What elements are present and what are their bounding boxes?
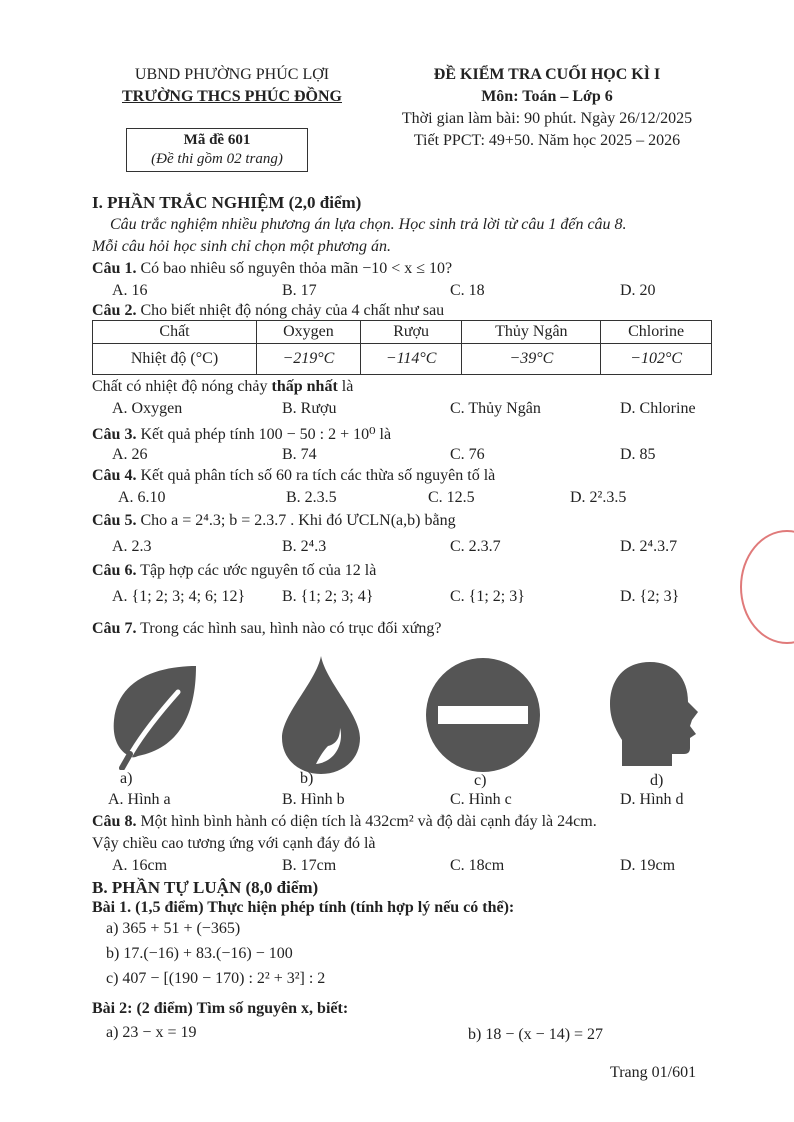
- q4-option-d: D. 2².3.5: [570, 489, 627, 506]
- q7-stem: [92, 620, 442, 638]
- section2-title: B. PHẦN TỰ LUẬN (8,0 điểm): [92, 878, 319, 897]
- q1-label: Câu 1.: [92, 260, 137, 277]
- school-name: TRƯỜNG THCS PHÚC ĐỒNG: [121, 88, 342, 105]
- q2-option-c: C. Thủy Ngân: [450, 400, 541, 417]
- q3-option-d: D. 85: [620, 446, 656, 463]
- q3-option-a: A. 26: [112, 446, 148, 463]
- q6-label: Câu 6.: [92, 562, 137, 579]
- melting-point-table: [92, 320, 712, 375]
- figure-c-caption: c): [474, 772, 487, 789]
- q1-option-a: A. 16: [112, 282, 148, 299]
- school-stamp: [740, 530, 794, 644]
- q2-option-b: B. Rượu: [282, 400, 337, 417]
- table-header-cell: Chất: [93, 321, 257, 344]
- ward-name: UBND PHƯỜNG PHÚC LỢI: [134, 66, 330, 83]
- leaf-icon: [104, 662, 204, 770]
- q3-text: Kết quả phép tính 100 − 50 : 2 + 10⁰ là: [140, 426, 392, 443]
- q4-option-a: A. 6.10: [118, 489, 166, 506]
- q4-label: Câu 4.: [92, 467, 137, 484]
- q5-option-d: D. 2⁴.3.7: [620, 538, 678, 555]
- table-row: [93, 321, 712, 344]
- q6-option-c: C. {1; 2; 3}: [450, 588, 525, 605]
- section1-instruction-2: Mỗi câu hỏi học sinh chỉ chọn một phương án.: [92, 238, 392, 255]
- q2-followup: [92, 378, 353, 396]
- q3-stem: [92, 424, 391, 444]
- table-header-cell: Rượu: [360, 321, 462, 344]
- q7-text: Trong các hình sau, hình nào có trục đối xứng?: [140, 620, 442, 637]
- q8-stem: [92, 813, 597, 831]
- q5-option-c: C. 2.3.7: [450, 538, 501, 555]
- table-cell: −219°C: [257, 344, 361, 375]
- q6-stem: [92, 562, 376, 580]
- q8-option-a: A. 16cm: [112, 857, 168, 874]
- q1-text: Có bao nhiêu số nguyên thỏa mãn −10 < x ≤ 10?: [140, 260, 453, 277]
- q8-label: Câu 8.: [92, 813, 137, 830]
- q7-label: Câu 7.: [92, 620, 137, 637]
- q7-option-a: A. Hình a: [108, 791, 171, 808]
- table-cell: Nhiệt độ (°C): [93, 344, 257, 375]
- q6-option-d: D. {2; 3}: [620, 588, 680, 605]
- q2-followup-bold: thấp nhất: [271, 378, 338, 395]
- figure-d-caption: d): [650, 772, 664, 789]
- q4-text: Kết quả phân tích số 60 ra tích các thừa số nguyên tố là: [140, 467, 496, 484]
- q2-label: Câu 2.: [92, 302, 137, 319]
- q6-option-b: B. {1; 2; 3; 4}: [282, 588, 374, 605]
- q2-stem: [92, 302, 444, 320]
- q5-text: Cho a = 2⁴.3; b = 2.3.7 . Khi đó ƯCLN(a,b) bằng: [140, 512, 456, 529]
- q2-option-a: A. Oxygen: [112, 400, 183, 417]
- q5-label: Câu 5.: [92, 512, 137, 529]
- q8-option-b: B. 17cm: [282, 857, 337, 874]
- q7-option-c: C. Hình c: [450, 791, 512, 808]
- table-header-cell: Chlorine: [601, 321, 712, 344]
- q8-stem-2: Vậy chiều cao tương ứng với cạnh đáy đó là: [92, 835, 376, 852]
- table-header-cell: Oxygen: [257, 321, 361, 344]
- q1-option-c: C. 18: [450, 282, 485, 299]
- q2-option-d: D. Chlorine: [620, 400, 696, 417]
- q8-text: Một hình bình hành có diện tích là 432cm² và độ dài cạnh đáy là 24cm.: [140, 813, 597, 830]
- q5-option-a: A. 2.3: [112, 538, 152, 555]
- exam-time: Thời gian làm bài: 90 phút. Ngày 26/12/2025: [401, 110, 693, 127]
- q3-option-c: C. 76: [450, 446, 485, 463]
- exam-code-box: [126, 128, 308, 172]
- exam-period: Tiết PPCT: 49+50. Năm học 2025 – 2026: [413, 132, 681, 149]
- q1-stem: [92, 260, 452, 278]
- bai1-part-b: b) 17.(−16) + 83.(−16) − 100: [106, 945, 293, 962]
- section1-instruction-1: Câu trắc nghiệm nhiều phương án lựa chọn. Học sinh trả lời từ câu 1 đến câu 8.: [110, 216, 627, 233]
- q2-followup-pre: Chất có nhiệt độ nóng chảy: [92, 378, 268, 395]
- school-header: [82, 64, 382, 108]
- figure-b-caption: b): [300, 770, 314, 787]
- q2-text: Cho biết nhiệt độ nóng chảy của 4 chất như sau: [140, 302, 445, 319]
- q8-option-d: D. 19cm: [620, 857, 676, 874]
- q2-followup-post: là: [341, 378, 354, 395]
- q4-option-b: B. 2.3.5: [286, 489, 337, 506]
- subject: Môn: Toán – Lớp 6: [481, 88, 613, 105]
- q7-option-b: B. Hình b: [282, 791, 345, 808]
- table-cell: −114°C: [360, 344, 462, 375]
- bai2-part-a: a) 23 − x = 19: [106, 1024, 197, 1041]
- table-cell: −39°C: [462, 344, 601, 375]
- q5-stem: [92, 512, 456, 530]
- table-header-cell: Thủy Ngân: [462, 321, 601, 344]
- table-cell: −102°C: [601, 344, 712, 375]
- q8-option-c: C. 18cm: [450, 857, 505, 874]
- no-entry-icon: [424, 656, 542, 774]
- q4-stem: [92, 467, 495, 485]
- bai1-heading: Bài 1. (1,5 điểm) Thực hiện phép tính (tính hợp lý nếu có thể):: [92, 899, 515, 916]
- exam-title: ĐỀ KIỂM TRA CUỐI HỌC KÌ I: [433, 66, 661, 83]
- q7-option-d: D. Hình d: [620, 791, 684, 808]
- q6-option-a: A. {1; 2; 3; 4; 6; 12}: [112, 588, 246, 605]
- exam-code: Mã đề 601: [183, 132, 251, 148]
- head-profile-icon: [600, 660, 700, 768]
- q3-label: Câu 3.: [92, 426, 137, 443]
- page-number: Trang 01/601: [610, 1064, 697, 1081]
- q6-text: Tập hợp các ước nguyên tố của 12 là: [140, 562, 377, 579]
- q1-option-d: D. 20: [620, 282, 656, 299]
- table-row: [93, 344, 712, 375]
- bai1-part-a: a) 365 + 51 + (−365): [106, 920, 241, 937]
- q5-option-b: B. 2⁴.3: [282, 538, 327, 555]
- bai1-part-c: c) 407 − [(190 − 170) : 2² + 3²] : 2: [106, 970, 326, 987]
- bai2-heading: Bài 2: (2 điểm) Tìm số nguyên x, biết:: [92, 1000, 349, 1017]
- bai2-part-b: b) 18 − (x − 14) = 27: [468, 1026, 604, 1043]
- section1-title: I. PHẦN TRẮC NGHIỆM (2,0 điểm): [92, 193, 362, 212]
- q3-option-b: B. 74: [282, 446, 317, 463]
- exam-header: [372, 64, 722, 152]
- q4-option-c: C. 12.5: [428, 489, 475, 506]
- water-drop-icon: [276, 652, 366, 778]
- page-count-note: (Đề thi gồm 02 trang): [151, 151, 283, 167]
- figure-a-caption: a): [120, 770, 133, 787]
- q1-option-b: B. 17: [282, 282, 317, 299]
